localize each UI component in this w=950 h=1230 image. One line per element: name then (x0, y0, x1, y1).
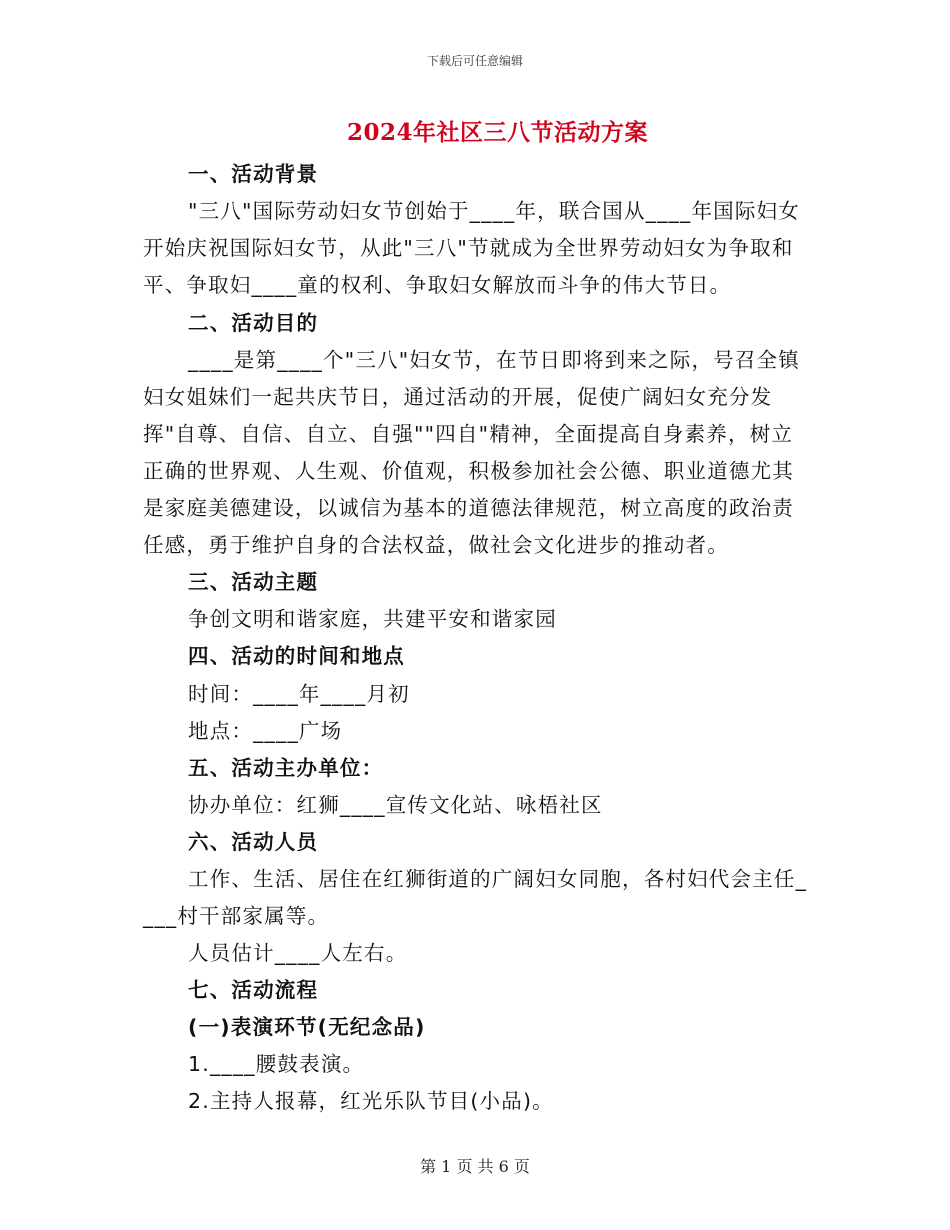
body-text-line: 开始庆祝国际妇女节，从此"三八"节就成为全世界劳动妇女为争取和 (143, 236, 794, 260)
body-text-line: ___村干部家属等。 (143, 904, 330, 928)
section-heading: 二、活动目的 (188, 311, 319, 335)
body-text-line: 地点：____广场 (188, 719, 343, 743)
section-heading: 六、活动人员 (188, 830, 319, 854)
section-heading: 四、活动的时间和地点 (188, 644, 405, 668)
body-text-line: 妇女姐妹们一起共庆节日，通过活动的开展，促使广阔妇女充分发 (143, 385, 773, 409)
body-text-line: 争创文明和谐家庭，共建平安和谐家园 (188, 607, 557, 631)
section-heading: 三、活动主题 (188, 570, 319, 594)
body-text-line: 任感，勇于维护自身的合法权益，做社会文化进步的推动者。 (143, 533, 729, 557)
section-heading: 一、活动背景 (188, 162, 319, 186)
body-text-line: ____是第____个"三八"妇女节，在节日即将到来之际，号召全镇 (188, 348, 800, 372)
body-text-line: 正确的世界观、人生观、价值观，积极参加社会公德、职业道德尤其 (143, 459, 794, 483)
body-text-line: 协办单位：红狮____宣传文化站、咏梧社区 (188, 793, 603, 817)
body-text-line: 是家庭美德建设，以诚信为基本的道德法律规范，树立高度的政治责 (143, 496, 794, 520)
body-text-line: 2.主持人报幕，红光乐队节目(小品)。 (188, 1089, 554, 1113)
body-text-line: 时间：____年____月初 (188, 682, 410, 706)
body-text-line: 平、争取妇____童的权利、争取妇女解放而斗争的伟大节日。 (143, 273, 732, 297)
section-heading: 五、活动主办单位： (188, 756, 384, 780)
document-title: 2024年社区三八节活动方案 (346, 119, 648, 146)
body-text-line: 挥"自尊、自信、自立、自强""四自"精神，全面提高自身素养，树立 (143, 422, 794, 446)
page-footer: 第 1 页 共 6 页 (420, 1157, 530, 1176)
body-text-line: 1.____腰鼓表演。 (188, 1052, 365, 1076)
section-heading: (一)表演环节(无纪念品) (188, 1015, 426, 1039)
body-text-line: "三八"国际劳动妇女节创始于____年，联合国从____年国际妇女 (188, 199, 800, 223)
section-heading: 七、活动流程 (188, 978, 319, 1002)
body-text-line: 人员估计____人左右。 (188, 941, 408, 965)
page-header: 下载后可任意编辑 (426, 54, 523, 68)
body-text-line: 工作、生活、居住在红狮街道的广阔妇女同胞，各村妇代会主任_ (188, 867, 808, 891)
